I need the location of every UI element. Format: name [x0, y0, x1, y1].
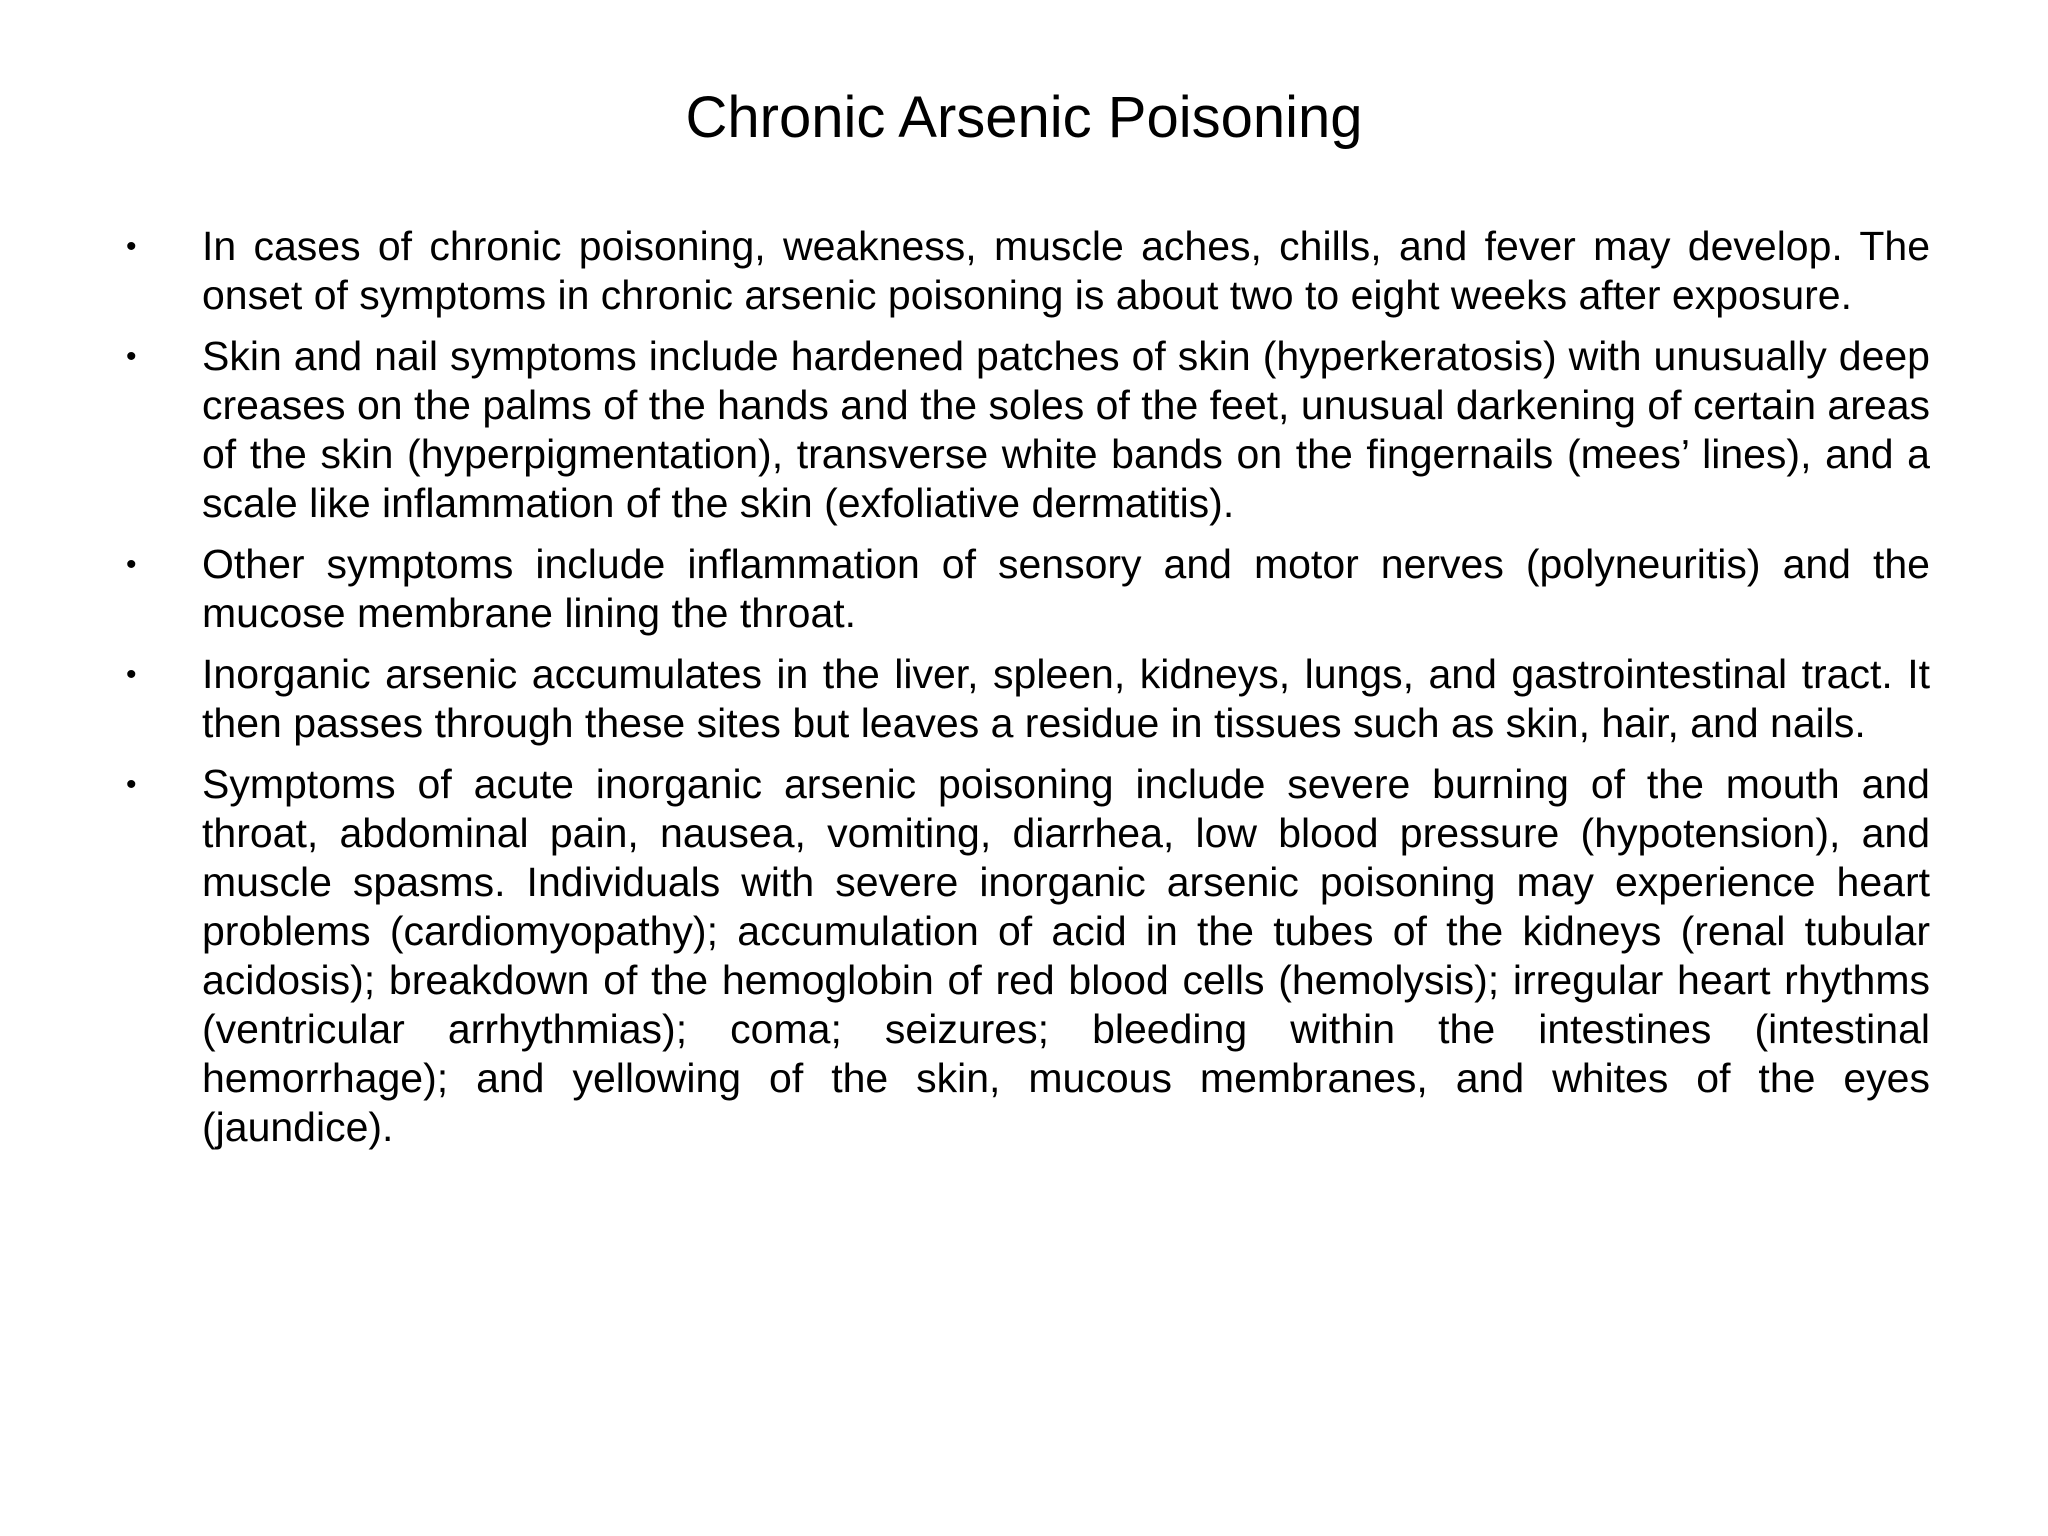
bullet-list	[120, 222, 1930, 1164]
bullet-item	[120, 650, 1930, 748]
bullet-item	[120, 222, 1930, 320]
bullet-item	[120, 332, 1930, 528]
bullet-text: Other symptoms include inflammation of sensory and motor nerves (polyneuritis) and the mucose membrane lining the throat.	[202, 541, 1930, 636]
bullet-dot-icon: •	[126, 658, 137, 691]
bullet-item	[120, 540, 1930, 638]
bullet-dot-icon: •	[126, 230, 137, 263]
bullet-text: Symptoms of acute inorganic arsenic poisoning include severe burning of the mouth and throat, abdominal pain, nausea, vomiting, diarrhea, low blood pressure (hypotension), and muscle spasms. Individuals with severe inorganic arsenic poisoning may experience heart problems (cardiomyopathy); accumulation of acid in the tubes of the kidneys (renal tubular acidosis); breakdown of the hemoglobin of red blood cells (hemolysis); irregular heart rhythms (ventricular arrhythmias); coma; seizures; bleeding within the intestines (intestinal hemorrhage); and yellowing of the skin, mucous membranes, and whites of the eyes (jaundice).	[202, 761, 1930, 1150]
bullet-dot-icon: •	[126, 548, 137, 581]
bullet-item	[120, 760, 1930, 1152]
bullet-text: Skin and nail symptoms include hardened patches of skin (hyperkeratosis) with unusually deep creases on the palms of the hands and the soles of the feet, unusual darkening of certain areas of the skin (hyperpigmentation), transverse white bands on the fingernails (mees’ lines), and a scale like inflammation of the skin (exfoliative dermatitis).	[202, 333, 1930, 526]
bullet-dot-icon: •	[126, 340, 137, 373]
bullet-text: In cases of chronic poisoning, weakness, muscle aches, chills, and fever may develop. The onset of symptoms in chronic arsenic poisoning is about two to eight weeks after exposure.	[202, 223, 1930, 318]
bullet-text: Inorganic arsenic accumulates in the liver, spleen, kidneys, lungs, and gastrointestinal tract. It then passes through these sites but leaves a residue in tissues such as skin, hair, and nails.	[202, 651, 1930, 746]
bullet-dot-icon: •	[126, 768, 137, 801]
slide-title: Chronic Arsenic Poisoning	[685, 85, 1363, 150]
